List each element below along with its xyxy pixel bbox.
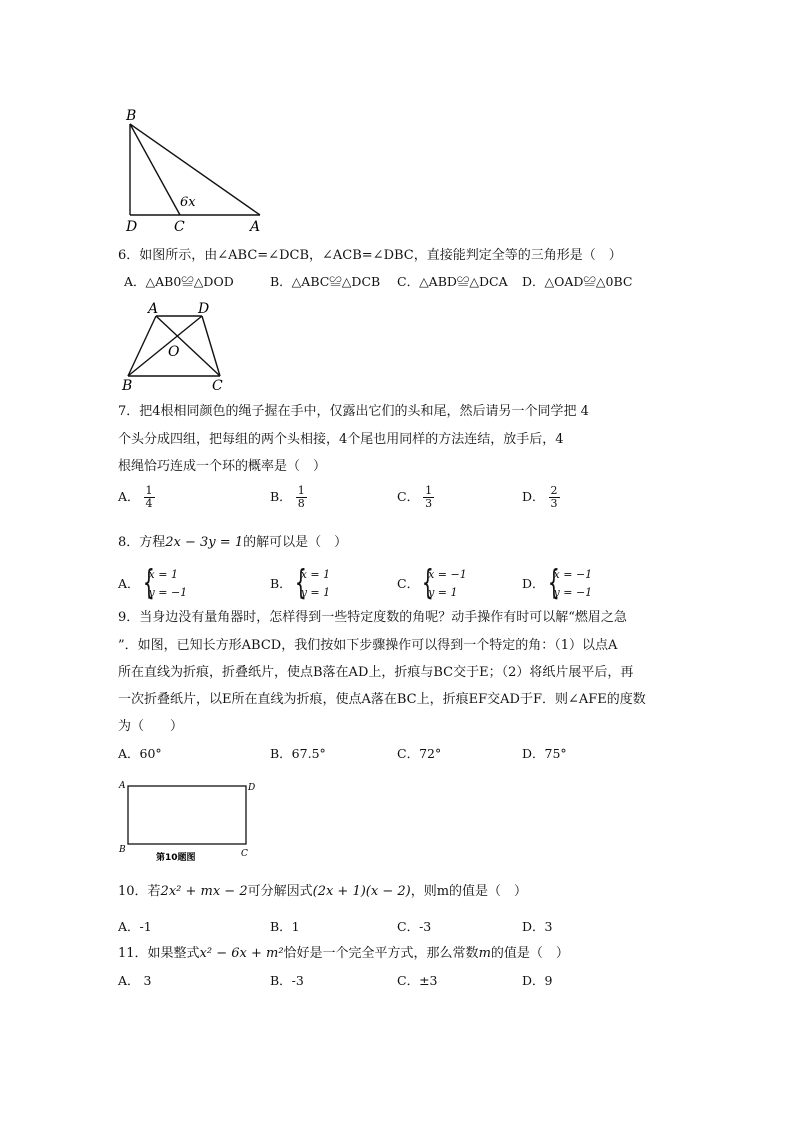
q9-line-2: ”．如图，已知长方形ABCD，我们按如下步骤操作可以得到一个特定的角：（1）以点A bbox=[118, 638, 618, 653]
label-d: D bbox=[198, 301, 210, 317]
q11-expression: x² − 6x + m² bbox=[199, 946, 284, 961]
q11-part-3: 的值是（ ） bbox=[490, 946, 569, 961]
figure-trapezoid-abcd bbox=[118, 298, 228, 393]
q10-part-2: 可分解因式 bbox=[247, 884, 313, 899]
q10-part-3: ，则m的值是（ ） bbox=[410, 884, 528, 899]
q10-stem bbox=[118, 884, 527, 900]
q10-option-a[interactable]: A．-1 bbox=[118, 919, 152, 934]
label-d: D bbox=[126, 219, 138, 235]
q9-option-c[interactable]: C．72° bbox=[397, 746, 442, 761]
option-letter: D． bbox=[522, 576, 545, 591]
q7-option-a[interactable] bbox=[118, 485, 155, 510]
option-letter: C． bbox=[397, 489, 420, 504]
q6-option-c[interactable]: C．△ABD≌△DCA bbox=[397, 274, 508, 289]
system-line-2: y = 1 bbox=[300, 586, 331, 599]
system-line-1: { x = 1 bbox=[300, 568, 331, 581]
label-a: A bbox=[250, 219, 261, 235]
label-o: O bbox=[168, 344, 180, 360]
numerator: 1 bbox=[425, 484, 433, 497]
q11-part-2: 恰好是一个完全平方式，那么常数 bbox=[283, 946, 479, 961]
q10-part-1: 10．若 bbox=[118, 884, 161, 899]
label-a: A bbox=[148, 301, 159, 317]
q11-option-c[interactable]: C．±3 bbox=[397, 973, 438, 988]
denominator: 4 bbox=[145, 497, 153, 510]
q6-stem: 6．如图所示，由∠ABC=∠DCB，∠ACB=∠DBC，直接能判定全等的三角形是（ ） bbox=[118, 248, 622, 263]
segment-ab bbox=[128, 316, 156, 376]
option-letter: B． bbox=[270, 576, 292, 591]
q8-option-b[interactable] bbox=[270, 566, 330, 602]
q8-option-a[interactable] bbox=[118, 566, 187, 602]
system-line-2: y = −1 bbox=[553, 586, 593, 599]
system-line-1: { x = 1 bbox=[148, 568, 178, 581]
q8-equation: 2x − 3y = 1 bbox=[165, 535, 244, 550]
figure-rectangle-abcd bbox=[116, 778, 266, 866]
label-c: C bbox=[212, 378, 223, 393]
fraction bbox=[296, 485, 307, 510]
denominator: 3 bbox=[425, 497, 433, 510]
numerator: 1 bbox=[297, 484, 305, 497]
denominator: 3 bbox=[550, 497, 558, 510]
q9-option-d[interactable]: D．75° bbox=[522, 746, 567, 761]
q9-line-1: 9．当身边没有量角器时，怎样得到一些特定度数的角呢？动手操作有时可以解“燃眉之急 bbox=[118, 610, 627, 625]
q9-option-a[interactable]: A．60° bbox=[118, 746, 162, 761]
numerator: 2 bbox=[550, 484, 558, 497]
figure-caption: 第10题图 bbox=[156, 853, 196, 863]
q9-option-b[interactable]: B．67.5° bbox=[270, 746, 326, 761]
option-letter: D． bbox=[522, 489, 545, 504]
q10-expression-1: 2x² + mx − 2 bbox=[160, 884, 248, 899]
equation-system bbox=[292, 566, 330, 602]
fraction bbox=[144, 485, 155, 510]
q8-prefix: 8．方程 bbox=[118, 535, 166, 550]
label-a: A bbox=[119, 781, 126, 791]
option-letter: A． bbox=[118, 576, 140, 591]
system-line-2: y = 1 bbox=[428, 586, 458, 599]
q7-line-1: 7．把4根相同颜色的绳子握在手中，仅露出它们的头和尾，然后请另一个同学把 4 bbox=[118, 404, 589, 419]
q6-option-d[interactable]: D．△OAD≌△0BC bbox=[522, 274, 633, 289]
q8-suffix: 的解可以是（ ） bbox=[243, 535, 348, 550]
q10-option-d[interactable]: D．3 bbox=[522, 919, 553, 934]
q8-option-c[interactable] bbox=[397, 566, 467, 602]
q7-option-b[interactable] bbox=[270, 485, 307, 510]
figure-triangle-bda bbox=[118, 100, 278, 235]
q11-option-d[interactable]: D．9 bbox=[522, 973, 553, 988]
q9-line-5: 为（ ） bbox=[118, 719, 184, 734]
label-b: B bbox=[126, 108, 137, 124]
q9-line-4: 一次折叠纸片，以E所在直线为折痕，使点A落在BC上，折痕EF交AD于F．则∠AFE的度数 bbox=[118, 692, 646, 707]
label-angle: 6x bbox=[180, 195, 196, 210]
label-b: B bbox=[122, 378, 133, 393]
equation-system bbox=[545, 566, 593, 602]
fraction bbox=[423, 485, 434, 510]
equation-system bbox=[419, 566, 467, 602]
q10-expression-2: (2x + 1)(x − 2) bbox=[312, 884, 411, 899]
q11-variable: m bbox=[478, 946, 491, 961]
q7-line-3: 根绳恰巧连成一个环的概率是（ ） bbox=[118, 459, 327, 474]
option-letter: B． bbox=[270, 489, 292, 504]
equation-system bbox=[140, 566, 188, 602]
system-line-2: y = −1 bbox=[148, 586, 188, 599]
q11-part-1: 11．如果整式 bbox=[118, 946, 200, 961]
segment-bc bbox=[130, 124, 180, 215]
q8-option-d[interactable] bbox=[522, 566, 592, 602]
option-letter: A． bbox=[118, 489, 140, 504]
q11-option-b[interactable]: B．-3 bbox=[270, 973, 304, 988]
q6-option-b[interactable]: B．△ABC≌△DCB bbox=[270, 274, 381, 289]
rectangle bbox=[128, 786, 246, 844]
q6-option-a[interactable]: A．△AB0≌△DOD bbox=[124, 274, 234, 289]
numerator: 1 bbox=[145, 484, 153, 497]
q11-stem bbox=[118, 946, 569, 962]
option-letter: C． bbox=[397, 576, 420, 591]
q7-option-d[interactable] bbox=[522, 485, 560, 510]
q9-line-3: 所在直线为折痕，折叠纸片，使点B落在AD上，折痕与BC交于E；（2）将纸片展平后，再 bbox=[118, 665, 634, 680]
q7-option-c[interactable] bbox=[397, 485, 434, 510]
system-line-1: { x = −1 bbox=[428, 568, 467, 581]
q10-option-c[interactable]: C．-3 bbox=[397, 919, 432, 934]
denominator: 8 bbox=[297, 497, 305, 510]
q8-stem bbox=[118, 535, 347, 551]
label-d: D bbox=[248, 783, 256, 793]
label-c: C bbox=[241, 849, 248, 859]
q10-option-b[interactable]: B．1 bbox=[270, 919, 300, 934]
fraction bbox=[549, 485, 560, 510]
system-line-1: { x = −1 bbox=[553, 568, 593, 581]
label-c: C bbox=[174, 219, 185, 235]
q7-line-2: 个头分成四组，把每组的两个头相接，4个尾也用同样的方法连结，放手后，4 bbox=[118, 432, 564, 447]
q11-option-a[interactable]: A． 3 bbox=[118, 973, 152, 988]
label-b: B bbox=[119, 845, 126, 855]
